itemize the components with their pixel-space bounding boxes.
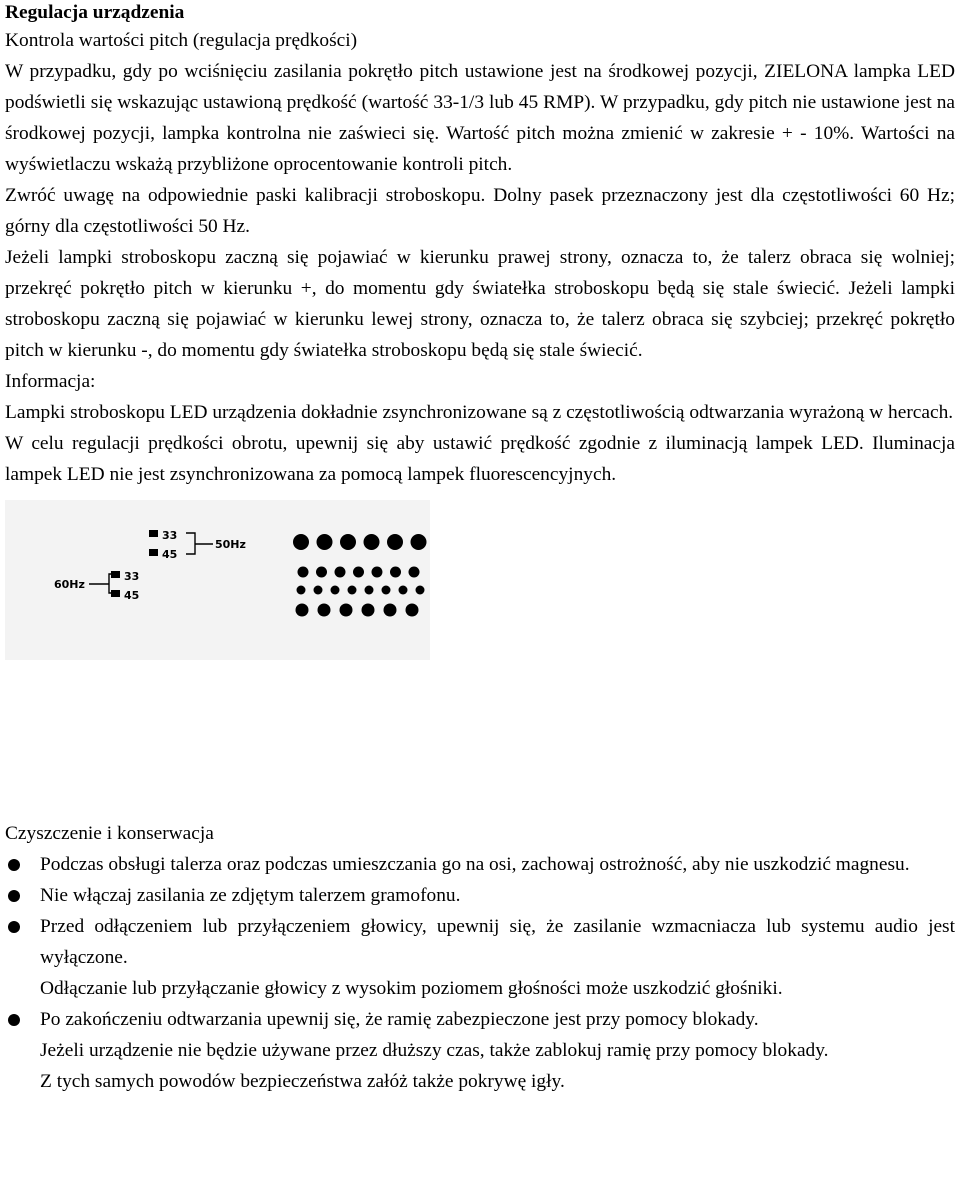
strobe-dot	[314, 586, 323, 595]
marker-45-top	[149, 549, 158, 556]
strobe-dot	[331, 586, 340, 595]
strobe-dot	[364, 534, 380, 550]
strobe-dot	[353, 567, 364, 578]
strobe-dot	[411, 534, 427, 550]
strobe-dot	[340, 534, 356, 550]
bullet-icon	[8, 1014, 20, 1026]
strobe-dot	[348, 586, 357, 595]
label-45-top: 45	[162, 548, 178, 561]
czyszczenie-section	[5, 818, 955, 1097]
cleaning-title: Czyszczenie i konserwacja	[5, 823, 214, 844]
strobe-dot	[409, 567, 420, 578]
strobe-dot	[293, 534, 309, 550]
strobe-dot	[387, 534, 403, 550]
list-item	[5, 849, 955, 880]
list-item-text: Podczas obsługi talerza oraz podczas umieszczania go na osi, zachowaj ostrożność, aby nie uszkodzić magnesu.	[40, 854, 910, 875]
strobe-dot	[382, 586, 391, 595]
list-item-note: Odłączanie lub przyłączanie głowicy z wysokim poziomem głośności może uszkodzić głośniki.	[40, 978, 783, 999]
strobe-dot	[297, 586, 306, 595]
paragraph-strobe: Jeżeli lampki stroboskopu zaczną się pojawiać w kierunku prawej strony, oznacza to, że talerz obraca się wolniej; przekręć pokrętło pitch w kierunku +, do momentu gdy światełka stroboskopu będą się stale świecić. Jeżeli lampki stroboskopu zaczną się pojawiać w kierunku lewej strony, oznacza to, że talerz obraca się szybciej; przekręć pokrętło pitch w kierunku -, do momentu gdy światełka stroboskopu będą się stale świecić.	[5, 247, 955, 361]
strobe-dot	[316, 567, 327, 578]
regulacja-section	[5, 0, 955, 660]
label-33-bottom: 33	[124, 570, 140, 583]
paragraph-calibration: Zwróć uwagę na odpowiednie paski kalibracji stroboskopu. Dolny pasek przeznaczony jest dla częstotliwości 60 Hz; górny dla częstotliwości 50 Hz.	[5, 185, 955, 237]
strobe-dot	[318, 604, 331, 617]
list-item-note: Jeżeli urządzenie nie będzie używane przez dłuższy czas, także zablokuj ramię przy pomocy blokady.	[40, 1040, 829, 1061]
bullet-icon	[8, 890, 20, 902]
strobe-dot	[298, 567, 309, 578]
strobe-dot	[384, 604, 397, 617]
paragraph-info: Lampki stroboskopu LED urządzenia dokładnie zsynchronizowane są z częstotliwością odtwarzania wyrażoną w hercach.	[5, 402, 954, 423]
label-45-bottom: 45	[124, 589, 140, 602]
bullet-icon	[8, 921, 20, 933]
marker-33-top	[149, 530, 158, 537]
info-label: Informacja:	[5, 371, 96, 392]
strobe-dot	[416, 586, 425, 595]
strobe-calibration-figure	[5, 500, 430, 660]
list-item-text: Po zakończeniu odtwarzania upewnij się, że ramię zabezpieczone jest przy pomocy blokady.	[40, 1009, 759, 1030]
bullet-icon	[8, 859, 20, 871]
strobe-dot	[317, 534, 333, 550]
list-item-text: Nie włączaj zasilania ze zdjętym talerzem gramofonu.	[40, 885, 461, 906]
strobe-dot	[340, 604, 353, 617]
list-item-note: Z tych samych powodów bezpieczeństwa załóż także pokrywę igły.	[40, 1071, 565, 1092]
strobe-diagram	[5, 500, 430, 660]
section-title: Regulacja urządzenia	[5, 2, 185, 23]
strobe-dot	[362, 604, 375, 617]
strobe-dot	[365, 586, 374, 595]
paragraph-pitch-control: W przypadku, gdy po wciśnięciu zasilania pokrętło pitch ustawione jest na środkowej pozycji, ZIELONA lampka LED podświetli się wskazując ustawioną prędkość (wartość 33-1/3 lub 45 RMP). W przypadku, gdy pitch nie ustawione jest na środkowej pozycji, lampka kontrolna nie zaświeci się. Wartość pitch można zmienić w zakresie + - 10%. Wartości na wyświetlaczu wskażą przybliżone oprocentowanie kontroli pitch.	[5, 61, 955, 175]
strobe-dot	[335, 567, 346, 578]
paragraph-illumination: W celu regulacji prędkości obrotu, upewnij się aby ustawić prędkość zgodnie z iluminacją lampek LED. Iluminacja lampek LED nie jest zsynchronizowana za pomocą lampek fluorescencyjnych.	[5, 433, 955, 485]
strobe-dot	[406, 604, 419, 617]
list-item	[5, 1004, 955, 1097]
strobe-dots	[293, 534, 427, 617]
list-item	[5, 911, 955, 1004]
strobe-dot	[372, 567, 383, 578]
label-50hz: 50Hz	[215, 538, 246, 551]
label-33-top: 33	[162, 529, 178, 542]
label-60hz: 60Hz	[54, 578, 85, 591]
list-item	[5, 880, 955, 911]
bracket-50hz	[186, 533, 195, 554]
strobe-dot	[399, 586, 408, 595]
strobe-dot	[296, 604, 309, 617]
list-item-text: Przed odłączeniem lub przyłączeniem głowicy, upewnij się, że zasilanie wzmacniacza lub systemu audio jest wyłączone.	[40, 916, 955, 968]
strobe-dot	[390, 567, 401, 578]
section-subtitle: Kontrola wartości pitch (regulacja prędkości)	[5, 30, 358, 51]
